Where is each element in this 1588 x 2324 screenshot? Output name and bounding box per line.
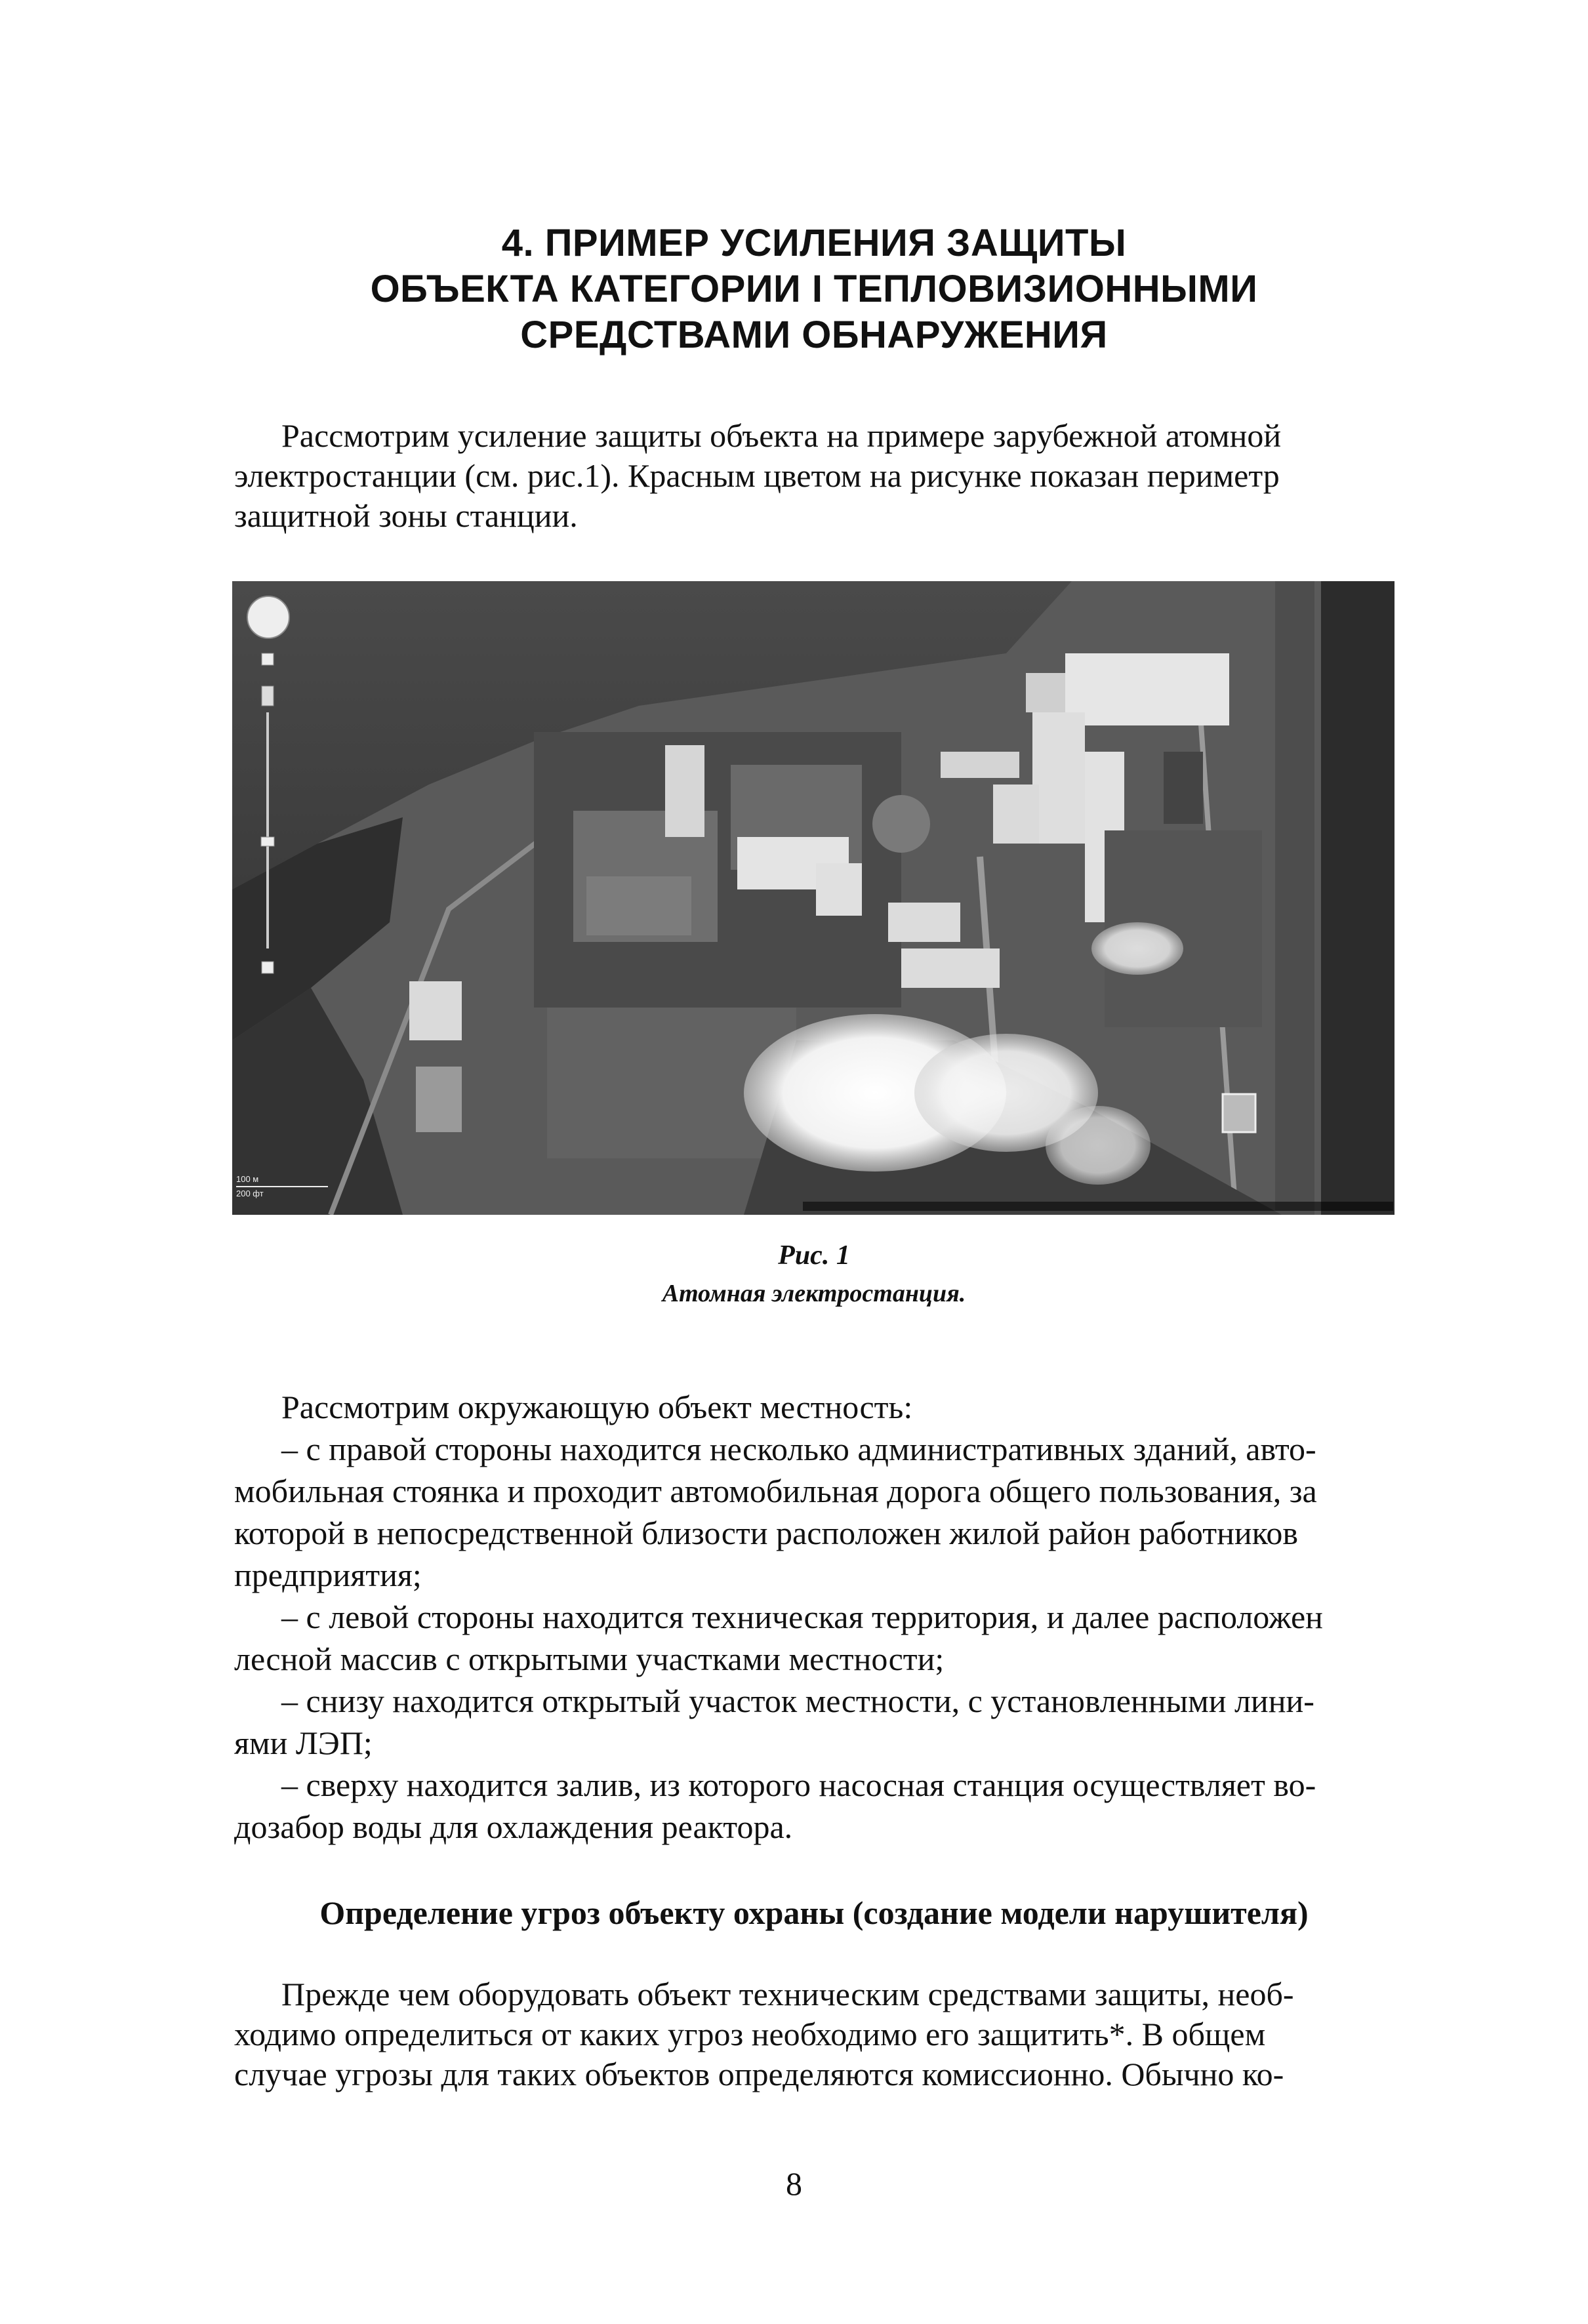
aerial-photo-figure <box>232 581 1395 1215</box>
text-line: Прежде чем оборудовать объект техническим средствами защиты, необ- <box>281 1976 1294 2012</box>
text-line: Рассмотрим усиление защиты объекта на примере зарубежной атомной <box>281 417 1282 454</box>
surroundings-list <box>234 1386 1394 1848</box>
text-line: защитной зоны станции. <box>234 497 578 534</box>
zoom-slider-track[interactable] <box>266 712 269 948</box>
pan-control-icon[interactable] <box>247 596 289 638</box>
scale-label-metric: 100 м <box>236 1174 259 1184</box>
text-line: предприятия; <box>234 1557 422 1593</box>
text-line: – с правой стороны находится несколько административных зданий, авто- <box>281 1431 1316 1467</box>
zoom-out-icon[interactable] <box>262 962 274 973</box>
list-item <box>234 1764 1394 1848</box>
text-line: мобильная стоянка и проходит автомобильная дорога общего пользования, за <box>234 1473 1317 1509</box>
pegman-thumbnail-icon[interactable] <box>1223 1094 1255 1132</box>
zoom-in-icon[interactable] <box>262 653 274 665</box>
text-line: – сверху находится залив, из которого насосная станция осуществляет во- <box>281 1766 1316 1803</box>
chapter-title <box>233 220 1395 358</box>
list-item <box>234 1680 1394 1764</box>
text-line: ходимо определиться от каких угроз необходимо его защитить*. В общем <box>234 2016 1266 2052</box>
street-view-icon[interactable] <box>262 686 274 706</box>
map-attribution-strip <box>803 1202 1393 1211</box>
zoom-slider-handle[interactable] <box>261 837 274 846</box>
threats-paragraph <box>234 1974 1394 2094</box>
text-line: – снизу находится открытый участок местности, с установленными лини- <box>281 1682 1314 1719</box>
text-line: лесной массив с открытыми участками местности; <box>234 1641 945 1677</box>
figure-number: Рис. 1 <box>778 1240 850 1271</box>
text-line: – с левой стороны находится техническая территория, и далее расположен <box>281 1599 1323 1635</box>
chapter-title-line: ОБЪЕКТА КАТЕГОРИИ I ТЕПЛОВИЗИОННЫМИ <box>370 268 1258 310</box>
text-line: ями ЛЭП; <box>234 1724 373 1761</box>
map-scale <box>236 1174 328 1199</box>
intro-paragraph <box>234 416 1394 536</box>
list-item <box>234 1596 1394 1680</box>
section-heading: Определение угроз объекту охраны (создание модели нарушителя) <box>319 1894 1309 1931</box>
text-line: дозабор воды для охлаждения реактора. <box>234 1808 793 1845</box>
page-number: 8 <box>786 2165 802 2202</box>
text-line: случае угрозы для таких объектов определяются комиссионно. Обычно ко- <box>234 2056 1284 2092</box>
surroundings-intro: Рассмотрим окружающую объект местность: <box>281 1389 913 1425</box>
chapter-title-line: 4. ПРИМЕР УСИЛЕНИЯ ЗАЩИТЫ <box>501 222 1127 264</box>
scale-label-imperial: 200 фт <box>236 1189 264 1198</box>
scale-bar <box>236 1186 328 1187</box>
text-line: которой в непосредственной близости расположен жилой район работников <box>234 1515 1298 1551</box>
aerial-photo <box>232 581 1395 1215</box>
text-line: электростанции (см. рис.1). Красным цветом на рисунке показан периметр <box>234 457 1280 494</box>
chapter-title-line: СРЕДСТВАМИ ОБНАРУЖЕНИЯ <box>520 314 1108 356</box>
figure-caption: Атомная электростанция. <box>662 1280 966 1307</box>
list-item <box>234 1428 1394 1596</box>
